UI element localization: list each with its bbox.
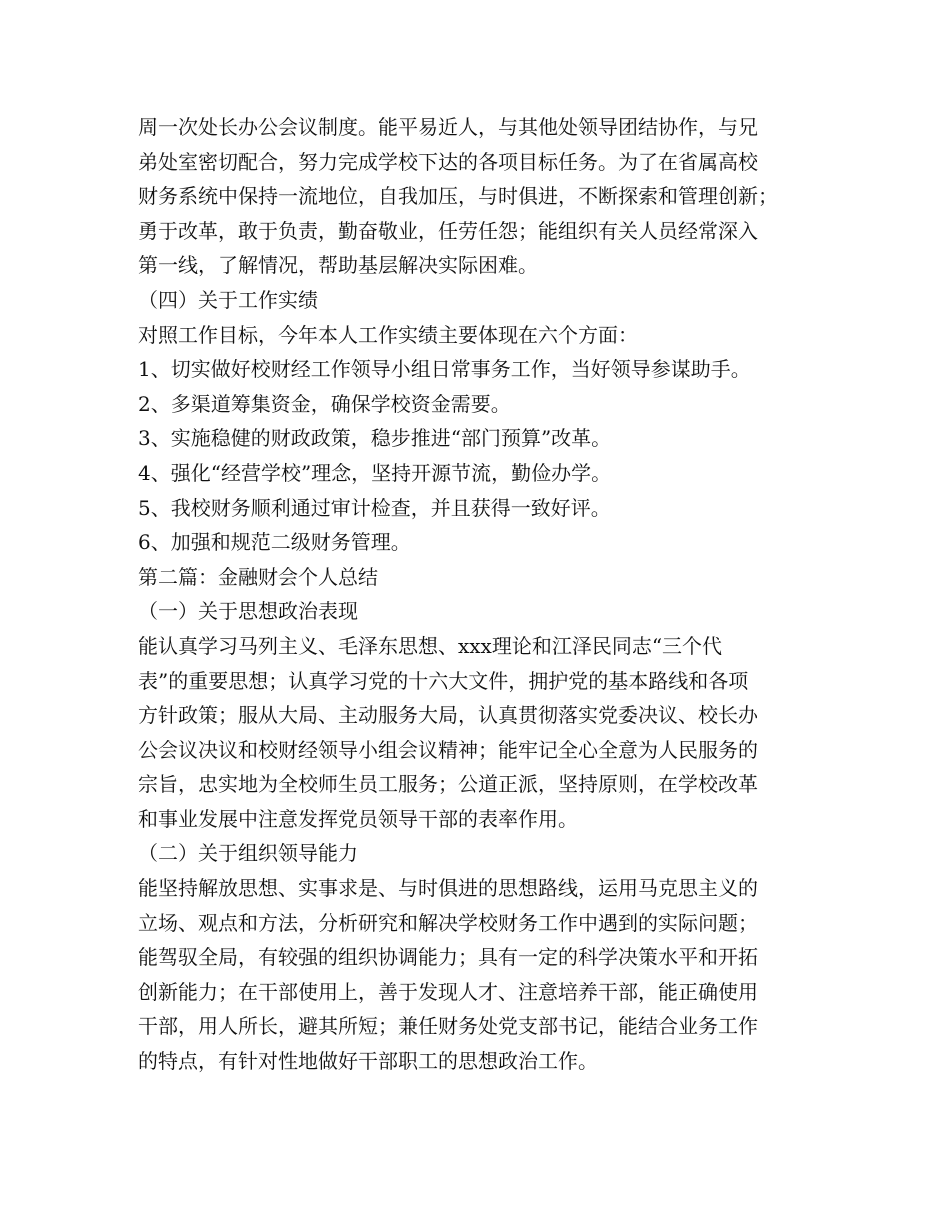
paragraph-line: 方针政策；服从大局、主动服务大局，认真贯彻落实党委决议、校长办 (138, 703, 758, 728)
section-heading: （一）关于思想政治表现 (138, 599, 358, 624)
paragraph-line: 干部，用人所长，避其所短；兼任财务处党支部书记，能结合业务工作 (138, 1014, 758, 1039)
paragraph-line: 财务系统中保持一流地位，自我加压，与时俱进，不断探索和管理创新； (138, 184, 778, 209)
list-item: 6、加强和规范二级财务管理。 (138, 530, 411, 555)
paragraph-line: 第一线，了解情况，帮助基层解决实际困难。 (138, 253, 538, 278)
paragraph-line: 表”的重要思想；认真学习党的十六大文件，拥护党的基本路线和各项 (138, 668, 749, 693)
paragraph-line: 立场、观点和方法，分析研究和解决学校财务工作中遇到的实际问题； (138, 910, 758, 935)
paragraph-line: 宗旨，忠实地为全校师生员工服务；公道正派，坚持原则，在学校改革 (138, 772, 758, 797)
list-item: 3、实施稳健的财政政策，稳步推进“部门预算”改革。 (138, 426, 612, 451)
paragraph-line: 能驾驭全局，有较强的组织协调能力；具有一定的科学决策水平和开拓 (138, 945, 758, 970)
list-item: 2、多渠道筹集资金，确保学校资金需要。 (138, 391, 511, 416)
paragraph-line: 和事业发展中注意发挥党员领导干部的表率作用。 (138, 806, 578, 831)
paragraph-line: 创新能力；在干部使用上，善于发现人才、注意培养干部，能正确使用 (138, 979, 758, 1004)
paragraph-line: 公会议决议和校财经领导小组会议精神；能牢记全心全意为人民服务的 (138, 737, 758, 762)
document-body (138, 110, 828, 1079)
paragraph-line: 勇于改革，敢于负责，勤奋敬业，任劳任怨；能组织有关人员经常深入 (138, 218, 758, 243)
chapter-heading: 第二篇：金融财会个人总结 (138, 564, 378, 589)
list-item: 1、切实做好校财经工作领导小组日常事务工作，当好领导参谋助手。 (138, 357, 751, 382)
paragraph-line: 弟处室密切配合，努力完成学校下达的各项目标任务。为了在省属高校 (138, 149, 758, 174)
paragraph-line: 的特点，有针对性地做好干部职工的思想政治工作。 (138, 1049, 598, 1074)
section-heading: （二）关于组织领导能力 (138, 841, 358, 866)
paragraph-line: 能认真学习马列主义、毛泽东思想、xxx理论和江泽民同志“三个代 (138, 633, 723, 658)
list-item: 4、强化“经营学校”理念，坚持开源节流，勤俭办学。 (138, 460, 612, 485)
paragraph-line: 能坚持解放思想、实事求是、与时俱进的思想路线，运用马克思主义的 (138, 876, 758, 901)
list-item: 5、我校财务顺利通过审计检查，并且获得一致好评。 (138, 495, 611, 520)
section-heading: （四）关于工作实绩 (138, 287, 318, 312)
paragraph-line: 对照工作目标，今年本人工作实绩主要体现在六个方面： (138, 322, 638, 347)
paragraph-line: 周一次处长办公会议制度。能平易近人，与其他处领导团结协作，与兄 (138, 115, 758, 139)
